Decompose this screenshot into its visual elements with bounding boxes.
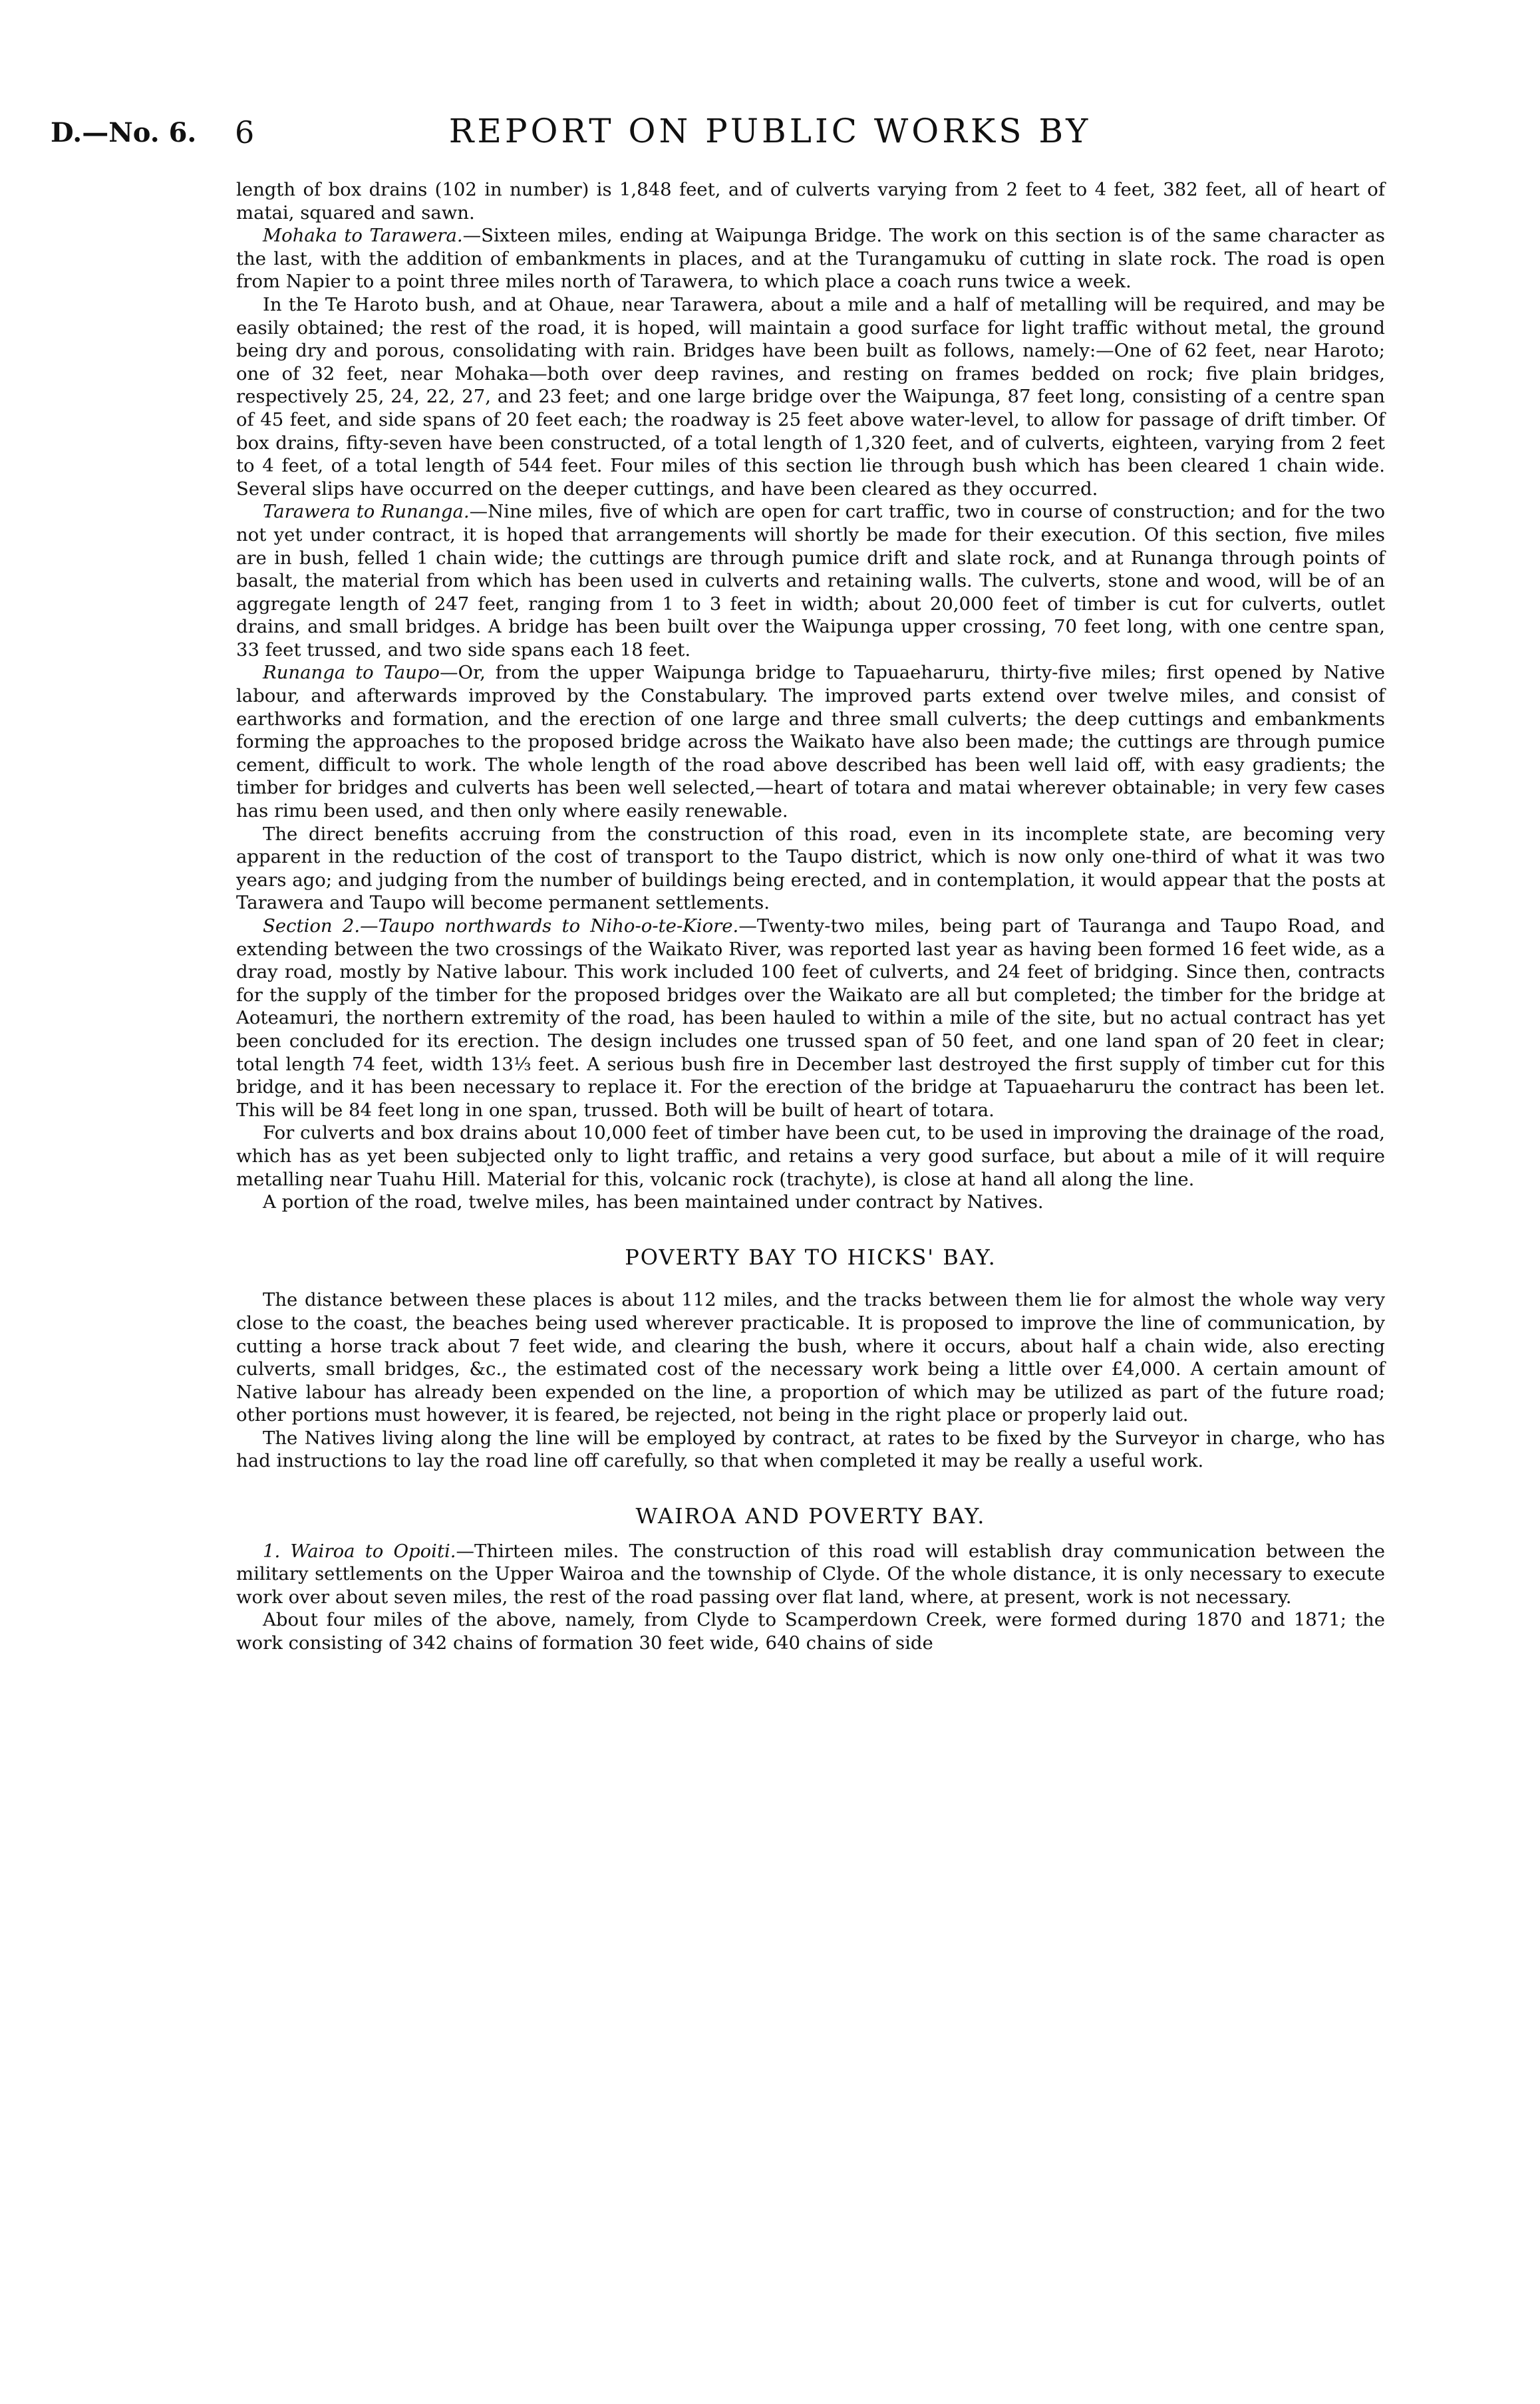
paragraph: The direct benefits accruing from the construction of this road, even in its incomplete state, are becoming very apparent in the reduction of the cost of transport to the Taupo district, which is now only one-third of what it was two years ago; and judging from the number of buildings being erected, and in contemplation, it would appear that the posts at Tarawera and Taupo will become permanent settlements. <box>236 823 1385 914</box>
paragraph: About four miles of the above, namely, from Clyde to Scamperdown Creek, were formed during 1870 and 1871; the work consisting of 342 chains of formation 30 feet wide, 640 chains of side <box>236 1609 1385 1654</box>
document-reference: D.—No. 6. <box>51 117 197 148</box>
paragraph: Section 2.—Taupo northwards to Niho-o-te-Kiore.—Twenty-two miles, being part of Tauranga and Taupo Road, and extending between the two crossings of the Waikato River, was reported last year as having been formed 16 feet wide, as a dray road, mostly by Native labour. This work included 100 feet of culverts, and 24 feet of bridging. Since then, contracts for the supply of the timber for the proposed bridges over the Waikato are all but completed; the timber for the bridge at Aoteamuri, the northern extremity of the road, has been hauled to within a mile of the site, but no actual contract has yet been concluded for its erection. The design includes one trussed span of 50 feet, and one land span of 20 feet in clear; total length 74 feet, width 13⅓ feet. A serious bush fire in December last destroyed the first supply of timber cut for this bridge, and it has been necessary to replace it. For the erection of the bridge at Tapuaeharuru the contract has been let. This will be 84 feet long in one span, trussed. Both will be built of heart of totara. <box>236 915 1386 1121</box>
paragraph: In the Te Haroto bush, and at Ohaue, near Tarawera, about a mile and a half of metalling will be required, and may be easily obtained; the rest of the road, it is hoped, will maintain a good surface for light traffic without metal, the ground being dry and porous, consolidating with rain. Bridges have been built as follows, namely:—One of 62 feet, near Haroto; one of 32 feet, near Mohaka—both over deep ravines, and resting on frames bedded on rock; five plain bridges, respectively 25, 24, 22, 27, and 23 feet; and one large bridge over the Waipunga, 87 feet long, consisting of a centre span of 45 feet, and side spans of 20 feet each; the roadway is 25 feet above water-level, to allow for passage of drift timber. Of box drains, fifty-seven have been constructed, of a total length of 1,320 feet, and of culverts, eighteen, varying from 2 feet to 4 feet, of a total length of 544 feet. Four miles of this section lie through bush which has been cleared 1 chain wide. Several slips have occurred on the deeper cuttings, and have been cleared as they occurred. <box>236 293 1385 500</box>
page-number: 6 <box>235 114 255 150</box>
subsection-heading: Runanga to Taupo <box>263 662 440 684</box>
subsection-heading: Section 2.—Taupo northwards to Niho-o-te-Kiore. <box>263 915 739 937</box>
running-title: REPORT ON PUBLIC WORKS BY <box>448 112 1092 150</box>
report-body <box>236 178 1385 1655</box>
paragraph: Tarawera to Runanga.—Nine miles, five of which are open for cart traffic, two in course of construction; and for the two not yet under contract, it is hoped that arrangements will shortly be made for their execution. Of this section, five miles are in bush, felled 1 chain wide; the cuttings are through pumice drift and slate rock, and at Runanga through points of basalt, the material from which has been used in culverts and retaining walls. The culverts, stone and wood, will be of an aggregate length of 247 feet, ranging from 1 to 3 feet in width; about 20,000 feet of timber is cut for culverts, outlet drains, and small bridges. A bridge has been built over the Waipunga upper crossing, 70 feet long, with one centre span, 33 feet trussed, and two side spans each 18 feet. <box>236 501 1385 661</box>
paragraph: The distance between these places is about 112 miles, and the tracks between them lie for almost the whole way very close to the coast, the beaches being used wherever practicable. It is proposed to improve the line of communication, by cutting a horse track about 7 feet wide, and clearing the bush, where it occurs, about half a chain wide, also erecting culverts, small bridges, &c., the estimated cost of the necessary work being a little over £4,000. A certain amount of Native labour has already been expended on the line, a proportion of which may be utilized as part of the future road; other portions must however, it is feared, be rejected, not being in the right place or properly laid out. <box>236 1289 1385 1426</box>
paragraph: 1. Wairoa to Opoiti.—Thirteen miles. The construction of this road will establish dray communication between the military settlements on the Upper Wairoa and the township of Clyde. Of the whole distance, it is only necessary to execute work over about seven miles, the rest of the road passing over flat land, where, at present, work is not necessary. <box>236 1540 1385 1608</box>
paragraph: For culverts and box drains about 10,000 feet of timber have been cut, to be used in improving the drainage of the road, which has as yet been subjected only to light traffic, and retains a very good surface, but about a mile of it will require metalling near Tuahu Hill. Material for this, volcanic rock (trachyte), is close at hand all along the line. <box>236 1122 1385 1190</box>
section-heading-poverty-bay: POVERTY BAY TO HICKS' BAY. <box>625 1244 997 1270</box>
subsection-heading: Tarawera to Runanga. <box>263 501 470 523</box>
page-header <box>0 112 1540 158</box>
section-heading-wairoa: WAIROA AND POVERTY BAY. <box>635 1503 986 1529</box>
paragraph: Mohaka to Tarawera.—Sixteen miles, ending at Waipunga Bridge. The work on this section is of the same character as the last, with the addition of embankments in places, and at the Turangamuku of cutting in slate rock. The road is open from Napier to a point three miles north of Tarawera, to which place a coach runs twice a week. <box>236 225 1385 293</box>
paragraph: The Natives living along the line will be employed by contract, at rates to be fixed by the Surveyor in charge, who has had instructions to lay the road line off carefully, so that when completed it may be really a useful work. <box>236 1427 1385 1472</box>
paragraph: Runanga to Taupo—Or, from the upper Waipunga bridge to Tapuaeharuru, thirty-five miles; first opened by Native labour, and afterwards improved by the Constabulary. The improved parts extend over twelve miles, and consist of earthworks and formation, and the erection of one large and three small culverts; the deep cuttings and embankments forming the approaches to the proposed bridge across the Waikato have also been made; the cuttings are through pumice cement, difficult to work. The whole length of the road above described has been well laid off, with easy gradients; the timber for bridges and culverts has been well selected,—heart of totara and matai wherever obtainable; in very few cases has rimu been used, and then only where easily renewable. <box>236 662 1385 822</box>
paragraph: length of box drains (102 in number) is 1,848 feet, and of culverts varying from 2 feet to 4 feet, 382 feet, all of heart of matai, squared and sawn. <box>236 179 1385 224</box>
subsection-heading: 1. Wairoa to Opoiti. <box>263 1540 456 1562</box>
paragraph: A portion of the road, twelve miles, has been maintained under contract by Natives. <box>263 1191 1044 1213</box>
subsection-heading: Mohaka to Tarawera. <box>263 225 463 247</box>
